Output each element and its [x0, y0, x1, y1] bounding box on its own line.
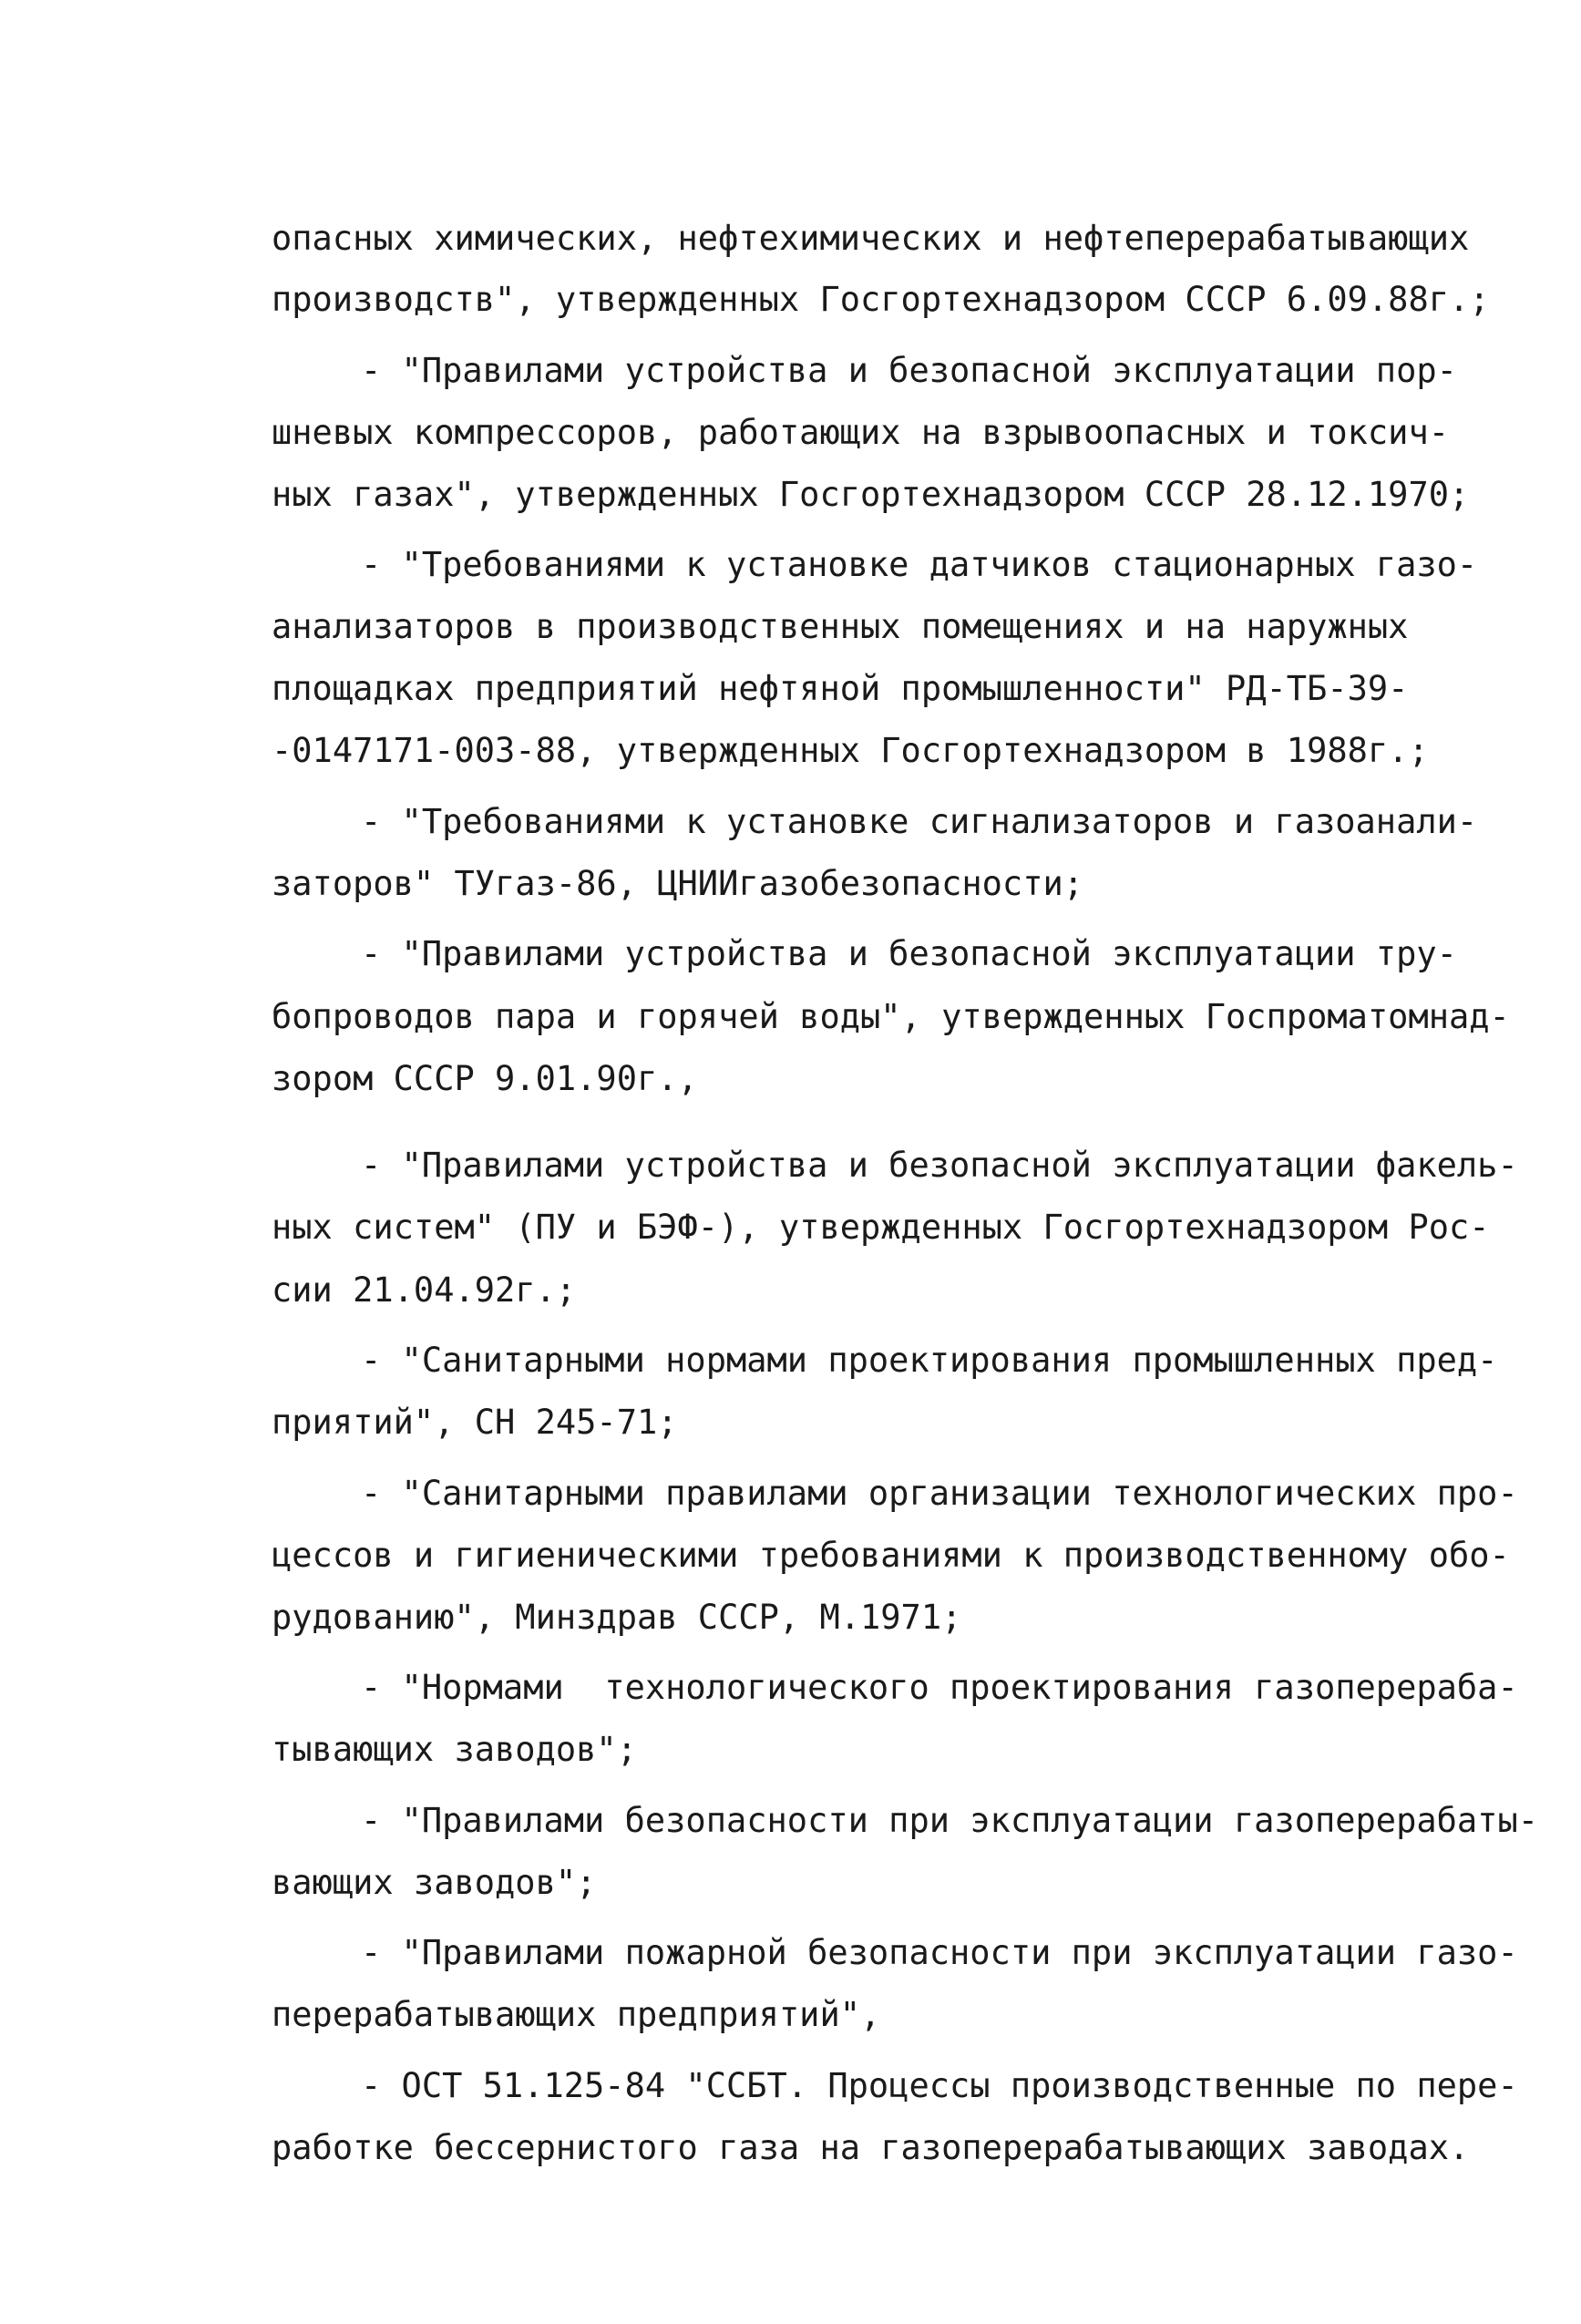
list-item-line: - "Правилами устройства и безопасной эксплуатации факель- — [361, 1146, 1518, 1185]
text-line: шневых компрессоров, работающих на взрывоопасных и токсич- — [272, 413, 1450, 452]
list-item-line: - "Требованиями к установке сигнализаторов и газоанали- — [361, 802, 1478, 841]
text-line: анализаторов в производственных помещениях и на наружных — [272, 607, 1409, 646]
text-line: цессов и гигиеническими требованиями к производственному обо- — [272, 1536, 1510, 1575]
text-line: вающих заводов"; — [272, 1863, 597, 1902]
text-line: ных систем" (ПУ и БЭФ-), утвержденных Госгортехнадзором Рос- — [272, 1208, 1490, 1247]
text-line: опасных химических, нефтехимических и нефтеперерабатывающих — [272, 219, 1470, 258]
list-item-line: - ОСТ 51.125-84 "ССБТ. Процессы производственные по пере- — [361, 2066, 1518, 2105]
text-line: зором СССР 9.01.90г., — [272, 1059, 698, 1098]
list-item-line: - "Правилами устройства и безопасной эксплуатации тру- — [361, 934, 1457, 973]
text-line: ных газах", утвержденных Госгортехнадзором СССР 28.12.1970; — [272, 475, 1470, 514]
text-line: приятий", СН 245-71; — [272, 1403, 678, 1442]
list-item-line: - "Правилами пожарной безопасности при эксплуатации газо- — [361, 1933, 1518, 1972]
text-line: заторов" ТУгаз-86, ЦНИИгазобезопасности; — [272, 864, 1084, 903]
text-line: бопроводов пара и горячей воды", утвержденных Госпроматомнад- — [272, 997, 1510, 1036]
text-line: перерабатывающих предприятий", — [272, 1995, 881, 2034]
text-line: -0147171-003-88, утвержденных Госгортехнадзором в 1988г.; — [272, 731, 1429, 770]
text-line: работке бессернистого газа на газоперерабатывающих заводах. — [272, 2128, 1470, 2167]
list-item-line: - "Санитарными правилами организации технологических про- — [361, 1474, 1518, 1513]
list-item-line: - "Требованиями к установке датчиков стационарных газо- — [361, 545, 1478, 584]
list-item-line: - "Правилами безопасности при эксплуатации газоперерабаты- — [361, 1801, 1539, 1840]
text-line: площадках предприятий нефтяной промышленности" РД-ТБ-39- — [272, 669, 1409, 708]
text-line: рудованию", Минздрав СССР, М.1971; — [272, 1598, 962, 1637]
list-item-line: - "Санитарными нормами проектирования промышленных пред- — [361, 1341, 1498, 1380]
text-line: сии 21.04.92г.; — [272, 1270, 577, 1310]
list-item-line: - "Правилами устройства и безопасной эксплуатации пор- — [361, 351, 1457, 390]
text-line: тывающих заводов"; — [272, 1730, 637, 1769]
list-item-line: - "Нормами технологического проектирования газоперераба- — [361, 1668, 1518, 1707]
text-line: производств", утвержденных Госгортехнадзором СССР 6.09.88г.; — [272, 280, 1490, 319]
